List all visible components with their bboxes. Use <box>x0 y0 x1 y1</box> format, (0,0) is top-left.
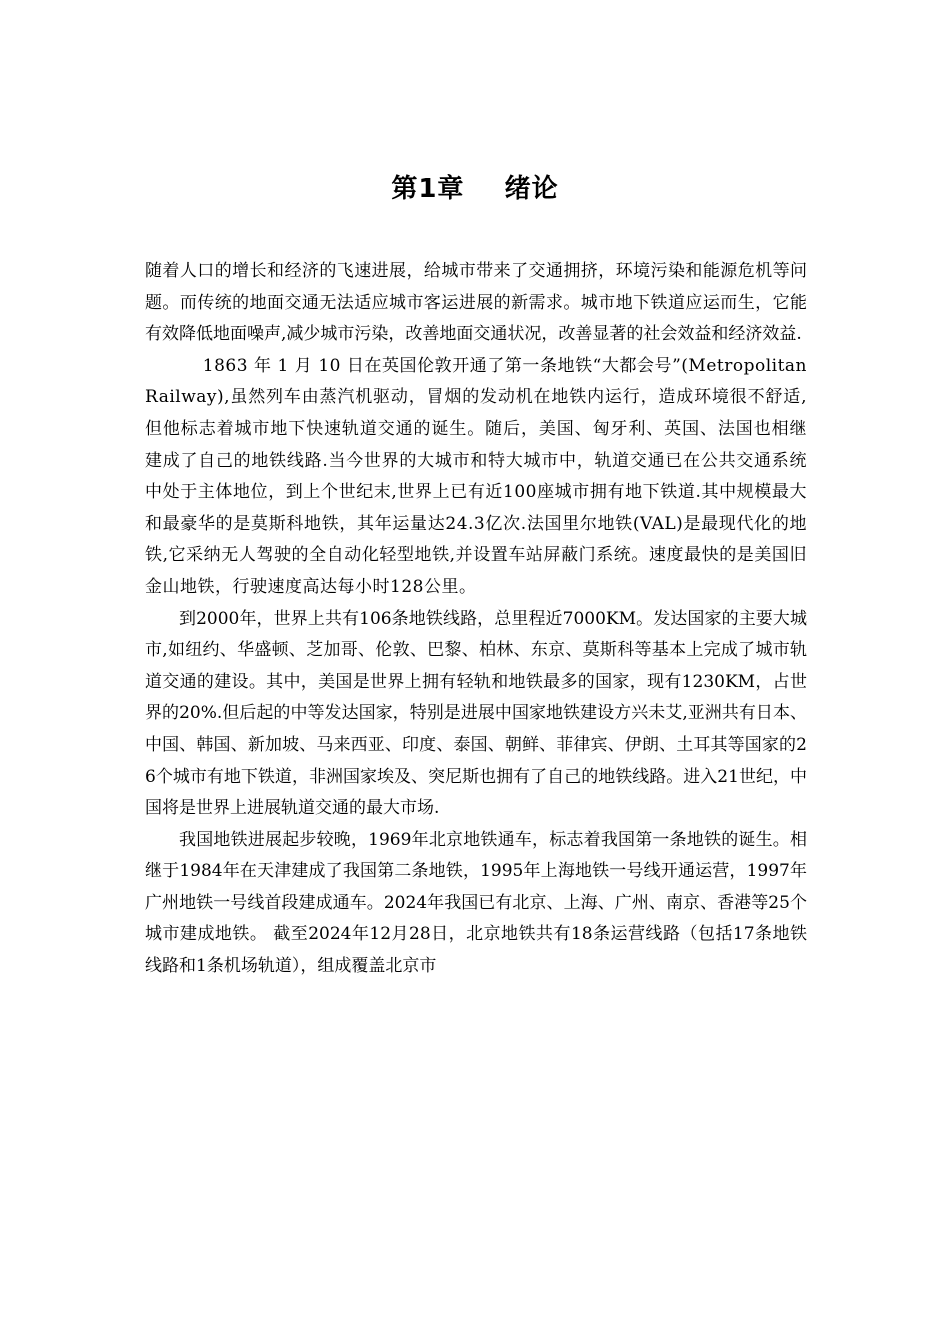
body-text <box>145 256 807 983</box>
paragraph-london-metro: 1863 年 1 月 10 日在英国伦敦开通了第一条地铁“大都会号”(Metropolitan Railway),虽然列车由蒸汽机驱动，冒烟的发动机在地铁内运行，造成环境很不舒适,但他标志着城市地下快速轨道交通的诞生。随后，美国、匈牙利、英国、法国也相继建成了自己的地铁线路.当今世界的大城市和特大城市中，轨道交通已在公共交通系统中处于主体地位，到上个世纪末,世界上已有近100座城市拥有地下铁道.其中规模最大和最豪华的是莫斯科地铁，其年运量达24.3亿次.法国里尔地铁(VAL)是最现代化的地铁,它采纳无人驾驶的全自动化轻型地铁,并设置车站屏蔽门系统。速度最快的是美国旧金山地铁，行驶速度高达每小时128公里。 <box>145 355 807 597</box>
paragraph-china-metro: 我国地铁进展起步较晚，1969年北京地铁通车，标志着我国第一条地铁的诞生。相继于1984年在天津建成了我国第二条地铁，1995年上海地铁一号线开通运营，1997年广州地铁一号线首段建成通车。2024年我国已有北京、上海、广州、南京、香港等25个城市建成地铁。 截至2024年12月28日，北京地铁共有18条运营线路（包括17条地铁线路和1条机场轨道），组成覆盖北京市 <box>145 829 807 977</box>
paragraph-world-metro: 到2000年，世界上共有106条地铁线路，总里程近7000KM。发达国家的主要大城市,如纽约、华盛顿、芝加哥、伦敦、巴黎、柏林、东京、莫斯科等基本上完成了城市轨道交通的建设。其中，美国是世界上拥有轻轨和地铁最多的国家，现有1230KM，占世界的20%.但后起的中等发达国家，特别是进展中国家地铁建设方兴未艾,亚洲共有日本、中国、韩国、新加坡、马来西亚、印度、泰国、朝鲜、菲律宾、伊朗、土耳其等国家的26个城市有地下铁道，非洲国家埃及、突尼斯也拥有了自己的地铁线路。进入21世纪，中国将是世界上进展轨道交通的最大市场. <box>145 608 807 819</box>
chapter-title: 第1章 绪论 <box>391 174 559 204</box>
paragraph-intro: 随着人口的增长和经济的飞速进展，给城市带来了交通拥挤，环境污染和能源危机等问题。而传统的地面交通无法适应城市客运进展的新需求。城市地下铁道应运而生，它能有效降低地面噪声,减少城市污染，改善地面交通状况，改善显著的社会效益和经济效益. <box>145 261 807 345</box>
